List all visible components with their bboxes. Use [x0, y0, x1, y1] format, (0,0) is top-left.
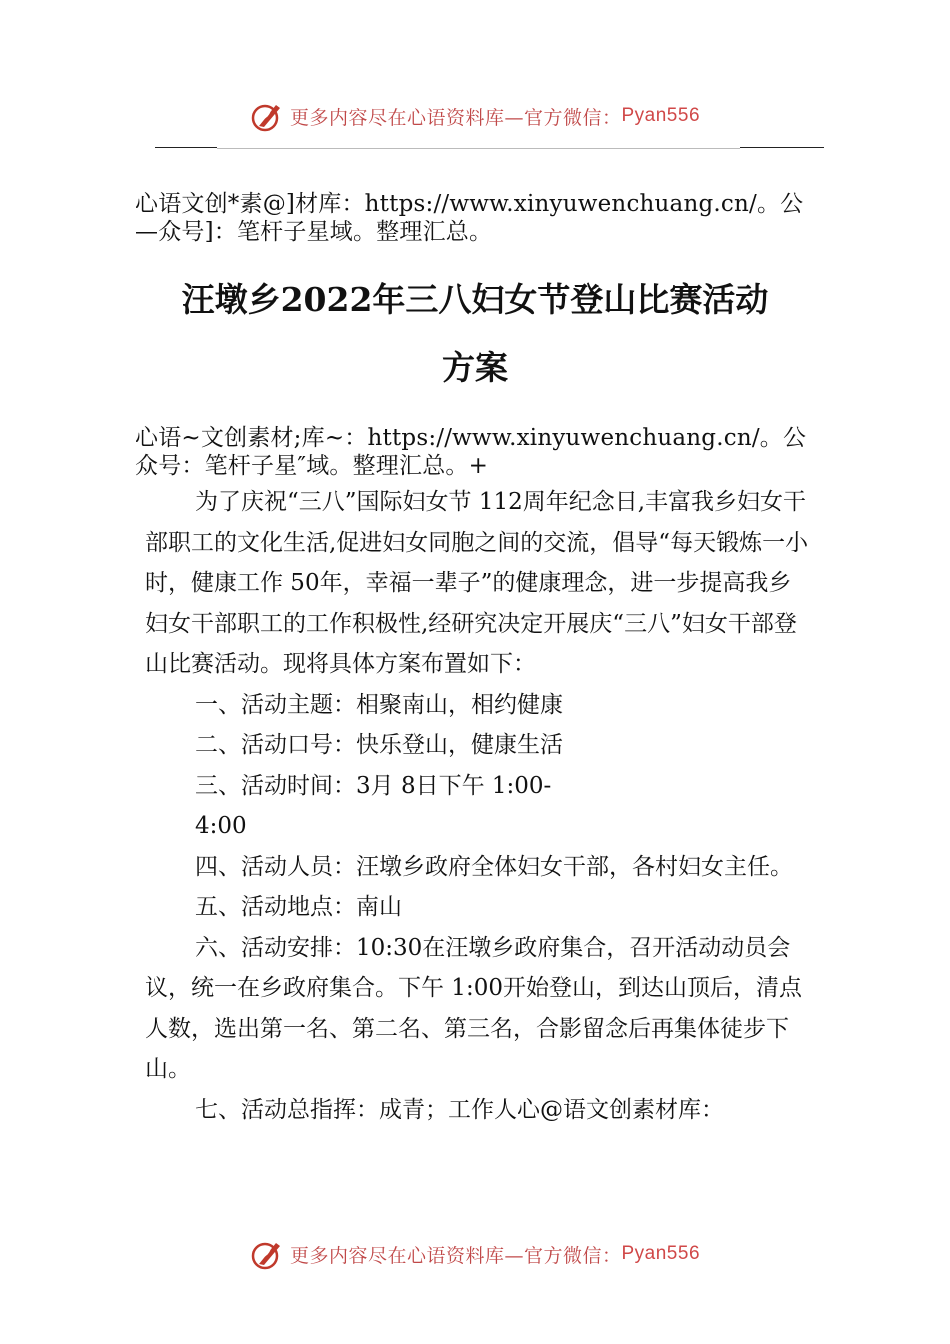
item-location: 五、活动地点：南山 — [195, 894, 402, 920]
header-rule-right — [740, 147, 824, 148]
item-time-end: 4:00 — [195, 813, 247, 839]
source-note-line: 心语文创*素@]材库：https://www.xinyuwenchuang.cn/。公 — [135, 191, 804, 217]
item-participants: 四、活动人员：汪墩乡政府全体妇女干部，各村妇女主任。 — [195, 853, 793, 880]
intro-paragraph: 为了庆祝“三八”国际妇女节 112周年纪念日,丰富我乡妇女干部职工的文化生活,促进妇女同胞之间的交流，倡导“每天锻炼一小时，健康工作 50年，幸福一辈子”的健康理念，进一步提高我乡妇女干部职工的工作积极性,经研究决定开展庆“三八”妇女干部登山比赛活动。现将具体方案布置如下： — [145, 489, 809, 677]
source-note-line: —众号]：笔杆子星域。整理汇总。 — [135, 219, 493, 245]
source-note-top — [135, 190, 825, 246]
banner-text: 更多内容尽在心语资料库—官方微信： — [289, 106, 622, 129]
quill-logo-icon — [250, 99, 284, 133]
item-arrangement: 六、活动安排：10:30在汪墩乡政府集合，召开活动动员会议，统一在乡政府集合。下午 1:00开始登山，到达山顶后，清点人数，选出第一名、第二名、第三名，合影留念后再集体徒步下山。 — [145, 934, 802, 1082]
document-body — [145, 482, 810, 1130]
page-title-line1: 汪墩乡2022年三八妇女节登山比赛活动 — [181, 280, 769, 319]
item-time: 三、活动时间：3月 8日下午 1:00- — [195, 772, 552, 799]
source-note-line: 众号：笔杆子星″域。整理汇总。+ — [135, 453, 489, 479]
item-theme: 一、活动主题：相聚南山，相约健康 — [195, 691, 563, 718]
source-note-line: 心语~文创素材;库~：https://www.xinyuwenchuang.cn/。公 — [135, 425, 807, 451]
header-rule-middle — [217, 148, 740, 149]
source-note-second — [135, 424, 825, 480]
page-title-line2: 方案 — [442, 348, 508, 387]
item-commander: 七、活动总指挥：成青；工作人心@语文创素材库： — [195, 1096, 724, 1123]
header-rule-left — [155, 147, 217, 148]
item-slogan: 二、活动口号：快乐登山，健康生活 — [195, 732, 563, 758]
header-banner — [0, 96, 950, 136]
banner-wechat-id: Pyan556 — [621, 1243, 701, 1264]
footer-banner — [0, 1234, 950, 1274]
banner-wechat-id: Pyan556 — [621, 105, 701, 126]
quill-logo-icon — [250, 1237, 284, 1271]
banner-text: 更多内容尽在心语资料库—官方微信： — [289, 1244, 622, 1267]
